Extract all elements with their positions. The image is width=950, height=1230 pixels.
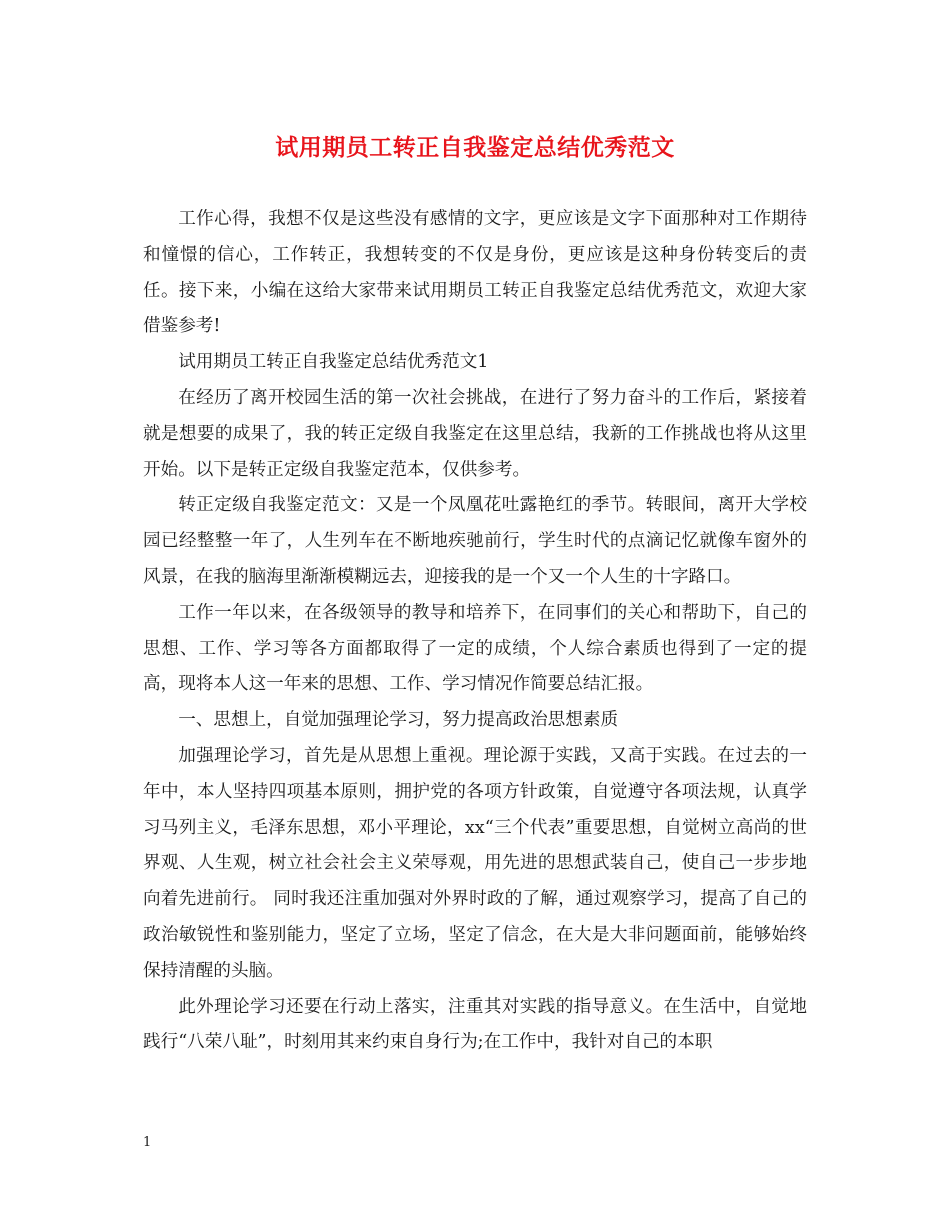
paragraph: 加强理论学习，首先是从思想上重视。理论源于实践，又高于实践。在过去的一年中，本人坚持四项基本原则，拥护党的各项方针政策，自觉遵守各项法规，认真学习马列主义，毛泽东思想，邓小平理论，xx“三个代表”重要思想，自觉树立高尚的世界观、人生观，树立社会社会主义荣辱观，用先进的思想武装自己，使自己一步步地向着先进前行。 同时我还注重加强对外界时政的了解，通过观察学习，提高了自己的政治敏锐性和鉴别能力，坚定了立场，坚定了信念，在大是大非问题面前，能够始终保持清醒的头脑。 (143, 745, 807, 981)
page-number: 1 (143, 1135, 152, 1150)
paragraph-intro: 工作心得，我想不仅是这些没有感情的文字，更应该是文字下面那种对工作期待和憧憬的信心，工作转正，我想转变的不仅是身份，更应该是这种身份转变后的责任。接下来，小编在这给大家带来试用期员工转正自我鉴定总结优秀范文，欢迎大家借鉴参考! (143, 209, 807, 337)
document-body (143, 202, 807, 1061)
paragraph-subheading: 一、思想上，自觉加强理论学习，努力提高政治思想素质 (178, 710, 619, 731)
paragraph: 工作一年以来，在各级领导的教导和培养下，在同事们的关心和帮助下，自己的思想、工作、学习等各方面都取得了一定的成绩，个人综合素质也得到了一定的提高，现将本人这一年来的思想、工作、学习情况作简要总结汇报。 (143, 602, 807, 695)
paragraph-section-heading: 试用期员工转正自我鉴定总结优秀范文1 (178, 352, 489, 373)
document-title: 试用期员工转正自我鉴定总结优秀范文 (275, 134, 675, 161)
paragraph: 转正定级自我鉴定范文：又是一个凤凰花吐露艳红的季节。转眼间，离开大学校园已经整整一年了，人生列车在不断地疾驰前行，学生时代的点滴记忆就像车窗外的风景，在我的脑海里渐渐模糊远去，迎接我的是一个又一个人生的十字路口。 (143, 495, 807, 587)
paragraph: 此外理论学习还要在行动上落实，注重其对实践的指导意义。在生活中，自觉地践行“八荣八耻”，时刻用其来约束自身行为;在工作中，我针对自己的本职 (143, 996, 807, 1053)
paragraph: 在经历了离开校园生活的第一次社会挑战，在进行了努力奋斗的工作后，紧接着就是想要的成果了，我的转正定级自我鉴定在这里总结，我新的工作挑战也将从这里开始。以下是转正定级自我鉴定范本，仅供参考。 (143, 387, 807, 480)
